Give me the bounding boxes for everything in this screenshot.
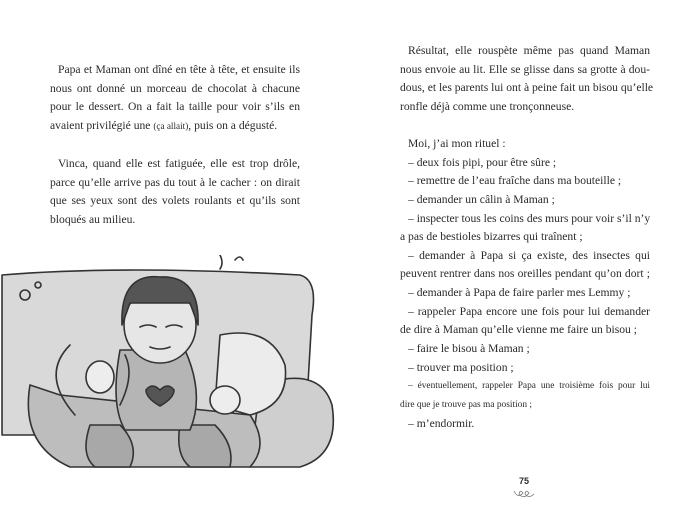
list-item: – m’endormir.: [408, 416, 475, 430]
small-aside: (ça allait): [153, 120, 189, 131]
list-item-continuation-small: dire que je trouve pas ma position ;: [400, 399, 533, 410]
left-paragraph-vinca: [50, 155, 300, 230]
text-line: bloqués au milieu.: [50, 212, 136, 226]
text-line: dous, et les parents lui ont à peine fait un bisou qu’elle: [400, 81, 654, 95]
list-item: – deux fois pipi, pour être sûre ;: [408, 155, 557, 169]
right-paragraph-result: [400, 42, 654, 117]
list-item: – remettre de l’eau fraîche dans ma bouteille ;: [408, 174, 622, 188]
text-line: pour le dessert. On a fait la taille pour voir s’ils en: [50, 100, 300, 114]
text-line: Vinca, quand elle est fatiguée, elle est trop drôle,: [58, 157, 300, 170]
list-item: – demander à Papa si ça existe, des insectes qui: [408, 248, 650, 262]
left-paragraph-dinner: [50, 61, 300, 136]
text-line: nous ont donné un morceau de chocolat à chacune: [50, 81, 300, 95]
list-item-small: – éventuellement, rappeler Papa une troisième fois pour lui: [408, 381, 650, 392]
text-line: ronfle déjà comme une tronçonneuse.: [400, 99, 575, 113]
text-line: nous envoie au lit. Elle se glisse dans sa grotte à dou-: [400, 62, 650, 76]
text-line: parce qu’elle arrive pas du tout à le cacher : on dirait: [50, 175, 300, 189]
illustration-girl-on-sofa: [0, 255, 350, 470]
flourish-ornament-icon: [512, 487, 536, 499]
list-item: – demander un câlin à Maman ;: [408, 192, 555, 206]
text-line: [50, 117, 300, 136]
text-line: Résultat, elle rouspète même pas quand Maman: [408, 44, 650, 57]
text-segment: avaient privilégié une: [50, 118, 154, 132]
list-item-continuation: de dire à Maman qu’elle vienne me faire un bisou ;: [400, 323, 637, 337]
list-item: – rappeler Papa encore une fois pour lui demander: [408, 304, 650, 318]
text-line: que ses yeux sont des volets roulants et qu’ils sont: [50, 194, 300, 208]
list-item-continuation: peuvent rentrer dans nos oreilles pendant qu’on dort ;: [400, 267, 650, 281]
text-segment: , puis on a dégusté.: [188, 118, 278, 132]
ritual-list: [400, 135, 650, 433]
page-number: 75: [518, 476, 529, 486]
list-item: – inspecter tous les coins des murs pour voir s’il n’y: [408, 211, 651, 225]
list-heading: Moi, j’ai mon rituel :: [408, 137, 506, 150]
list-item-continuation: a pas de bestioles bizarres qui traînent ;: [400, 230, 583, 244]
list-item: – demander à Papa de faire parler mes Lemmy ;: [408, 286, 631, 300]
list-item: – trouver ma position ;: [408, 360, 514, 374]
text-line: Papa et Maman ont dîné en tête à tête, et ensuite ils: [58, 63, 300, 76]
list-item: – faire le bisou à Maman ;: [408, 342, 530, 356]
